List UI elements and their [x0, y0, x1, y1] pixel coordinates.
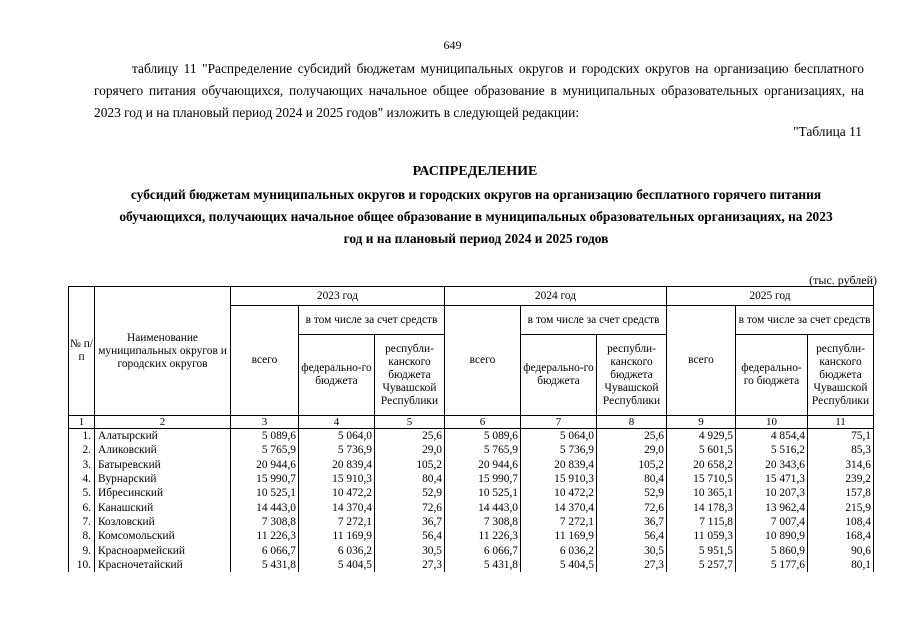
header-year-2025: 2025 год: [667, 287, 874, 306]
district-name: Аликовский: [95, 443, 231, 457]
table-row: [69, 486, 874, 500]
column-number: 8: [597, 416, 667, 429]
table-row: [69, 472, 874, 486]
amount-cell: 10 472,2: [299, 486, 375, 500]
table-row: [69, 515, 874, 529]
amount-cell: 20 839,4: [521, 458, 597, 472]
amount-cell: 5 516,2: [736, 443, 808, 457]
amount-cell: 11 226,3: [445, 529, 521, 543]
page-number: 649: [443, 38, 462, 52]
amount-cell: 11 169,9: [299, 529, 375, 543]
amount-cell: 52,9: [597, 486, 667, 500]
amount-cell: 25,6: [375, 429, 445, 444]
amount-cell: 80,4: [597, 472, 667, 486]
table-row: [69, 443, 874, 457]
header-num: № п/п: [69, 287, 95, 416]
amount-cell: 5 951,5: [667, 543, 736, 557]
amount-cell: 5 860,9: [736, 543, 808, 557]
row-number: 5.: [69, 486, 95, 500]
amount-cell: 108,4: [808, 515, 874, 529]
amount-cell: 27,3: [597, 558, 667, 572]
row-number: 4.: [69, 472, 95, 486]
district-name: Канашский: [95, 500, 231, 514]
district-name: Козловский: [95, 515, 231, 529]
amount-cell: 105,2: [375, 458, 445, 472]
column-number: 10: [736, 416, 808, 429]
amount-cell: 52,9: [375, 486, 445, 500]
amount-cell: 15 910,3: [521, 472, 597, 486]
document-subtitle: субсидий бюджетам муниципальных округов и городских округов на организацию бесплатного горячего питания обучающихся, получающих начальное общее образование в муниципальных образовательных организациях, на 2023 год и на плановый период 2024 и 2025 годов: [119, 187, 833, 246]
amount-cell: 20 839,4: [299, 458, 375, 472]
header-year-2024: 2024 год: [445, 287, 667, 306]
amount-cell: 20 944,6: [445, 458, 521, 472]
amount-cell: 10 365,1: [667, 486, 736, 500]
header-republic: республи-канского бюджета Чувашской Республики: [808, 335, 874, 416]
row-number: 1.: [69, 429, 95, 444]
amount-cell: 72,6: [375, 500, 445, 514]
row-number: 2.: [69, 443, 95, 457]
amount-cell: 5 601,5: [667, 443, 736, 457]
amount-cell: 6 066,7: [231, 543, 299, 557]
amount-cell: 15 990,7: [445, 472, 521, 486]
column-number: 5: [375, 416, 445, 429]
amount-cell: 5 089,6: [445, 429, 521, 444]
row-number: 8.: [69, 529, 95, 543]
amount-cell: 5 404,5: [521, 558, 597, 572]
amount-cell: 5 431,8: [445, 558, 521, 572]
amount-cell: 56,4: [597, 529, 667, 543]
row-number: 10.: [69, 558, 95, 572]
amount-cell: 4 929,5: [667, 429, 736, 444]
amount-cell: 36,7: [597, 515, 667, 529]
amount-cell: 27,3: [375, 558, 445, 572]
amount-cell: 15 471,3: [736, 472, 808, 486]
district-name: Красночетайский: [95, 558, 231, 572]
units-label: (тыс. рублей): [809, 273, 877, 287]
table-row: [69, 429, 874, 444]
amount-cell: 10 207,3: [736, 486, 808, 500]
header-federal: федерально-го бюджета: [736, 335, 808, 416]
amount-cell: 11 059,3: [667, 529, 736, 543]
header-total: всего: [445, 306, 521, 416]
amount-cell: 6 066,7: [445, 543, 521, 557]
amount-cell: 168,4: [808, 529, 874, 543]
amount-cell: 30,5: [375, 543, 445, 557]
amount-cell: 5 177,6: [736, 558, 808, 572]
column-number-row: [69, 416, 874, 429]
amount-cell: 20 658,2: [667, 458, 736, 472]
district-name: Комсомольский: [95, 529, 231, 543]
amount-cell: 29,0: [375, 443, 445, 457]
amount-cell: 105,2: [597, 458, 667, 472]
amount-cell: 314,6: [808, 458, 874, 472]
amount-cell: 15 990,7: [231, 472, 299, 486]
amount-cell: 5 257,7: [667, 558, 736, 572]
amount-cell: 5 404,5: [299, 558, 375, 572]
distribution-table: [68, 286, 874, 572]
amount-cell: 5 736,9: [299, 443, 375, 457]
district-name: Ибресинский: [95, 486, 231, 500]
amount-cell: 20 944,6: [231, 458, 299, 472]
table-row: [69, 558, 874, 572]
amount-cell: 10 472,2: [521, 486, 597, 500]
amount-cell: 14 178,3: [667, 500, 736, 514]
amount-cell: 56,4: [375, 529, 445, 543]
amount-cell: 20 343,6: [736, 458, 808, 472]
district-name: Алатырский: [95, 429, 231, 444]
amount-cell: 72,6: [597, 500, 667, 514]
amount-cell: 5 765,9: [231, 443, 299, 457]
amount-cell: 7 272,1: [521, 515, 597, 529]
table-row: [69, 500, 874, 514]
amount-cell: 7 007,4: [736, 515, 808, 529]
amount-cell: 5 736,9: [521, 443, 597, 457]
amount-cell: 6 036,2: [521, 543, 597, 557]
column-number: 4: [299, 416, 375, 429]
header-republic: республи-канского бюджета Чувашской Республики: [597, 335, 667, 416]
district-name: Вурнарский: [95, 472, 231, 486]
table-row: [69, 529, 874, 543]
amount-cell: 30,5: [597, 543, 667, 557]
row-number: 3.: [69, 458, 95, 472]
amount-cell: 7 308,8: [231, 515, 299, 529]
column-number: 6: [445, 416, 521, 429]
amount-cell: 5 064,0: [299, 429, 375, 444]
row-number: 7.: [69, 515, 95, 529]
amount-cell: 29,0: [597, 443, 667, 457]
amount-cell: 10 890,9: [736, 529, 808, 543]
amount-cell: 90,6: [808, 543, 874, 557]
header-republic: республи-канского бюджета Чувашской Республики: [375, 335, 445, 416]
amount-cell: 239,2: [808, 472, 874, 486]
column-number: 2: [95, 416, 231, 429]
table-caption: "Таблица 11: [793, 124, 862, 139]
intro-text: таблицу 11 "Распределение субсидий бюджетам муниципальных округов и городских округов на организацию бесплатного горячего питания обучающихся, получающих начальное общее образование в муниципальных образовательных организациях, на 2023 год и на плановый период 2024 и 2025 годов" изложить в следующей редакции:: [94, 61, 864, 120]
amount-cell: 5 765,9: [445, 443, 521, 457]
amount-cell: 4 854,4: [736, 429, 808, 444]
amount-cell: 15 910,3: [299, 472, 375, 486]
header-row-years: [69, 287, 874, 306]
amount-cell: 157,8: [808, 486, 874, 500]
amount-cell: 15 710,5: [667, 472, 736, 486]
row-number: 9.: [69, 543, 95, 557]
amount-cell: 14 443,0: [231, 500, 299, 514]
header-federal: федерально-го бюджета: [521, 335, 597, 416]
amount-cell: 80,4: [375, 472, 445, 486]
district-name: Красноармейский: [95, 543, 231, 557]
header-total: всего: [231, 306, 299, 416]
amount-cell: 14 443,0: [445, 500, 521, 514]
amount-cell: 6 036,2: [299, 543, 375, 557]
amount-cell: 5 089,6: [231, 429, 299, 444]
amount-cell: 36,7: [375, 515, 445, 529]
intro-paragraph: [94, 58, 864, 124]
row-number: 6.: [69, 500, 95, 514]
header-year-2023: 2023 год: [231, 287, 445, 306]
column-number: 1: [69, 416, 95, 429]
table-row: [69, 458, 874, 472]
amount-cell: 14 370,4: [299, 500, 375, 514]
amount-cell: 5 431,8: [231, 558, 299, 572]
amount-cell: 7 308,8: [445, 515, 521, 529]
amount-cell: 5 064,0: [521, 429, 597, 444]
district-name: Батыревский: [95, 458, 231, 472]
amount-cell: 215,9: [808, 500, 874, 514]
amount-cell: 7 272,1: [299, 515, 375, 529]
table-row: [69, 543, 874, 557]
header-federal: федерально-го бюджета: [299, 335, 375, 416]
column-number: 3: [231, 416, 299, 429]
amount-cell: 25,6: [597, 429, 667, 444]
column-number: 9: [667, 416, 736, 429]
amount-cell: 11 169,9: [521, 529, 597, 543]
column-number: 7: [521, 416, 597, 429]
amount-cell: 14 370,4: [521, 500, 597, 514]
amount-cell: 85,3: [808, 443, 874, 457]
header-name: Наименование муниципальных округов и городских округов: [95, 287, 231, 416]
amount-cell: 10 525,1: [445, 486, 521, 500]
header-including: в том числе за счет средств: [736, 306, 874, 335]
amount-cell: 13 962,4: [736, 500, 808, 514]
header-total: всего: [667, 306, 736, 416]
amount-cell: 7 115,8: [667, 515, 736, 529]
header-including: в том числе за счет средств: [299, 306, 445, 335]
amount-cell: 75,1: [808, 429, 874, 444]
header-including: в том числе за счет средств: [521, 306, 667, 335]
amount-cell: 10 525,1: [231, 486, 299, 500]
amount-cell: 80,1: [808, 558, 874, 572]
document-title: РАСПРЕДЕЛЕНИЕ: [412, 164, 538, 179]
amount-cell: 11 226,3: [231, 529, 299, 543]
column-number: 11: [808, 416, 874, 429]
table-body: [69, 429, 874, 572]
